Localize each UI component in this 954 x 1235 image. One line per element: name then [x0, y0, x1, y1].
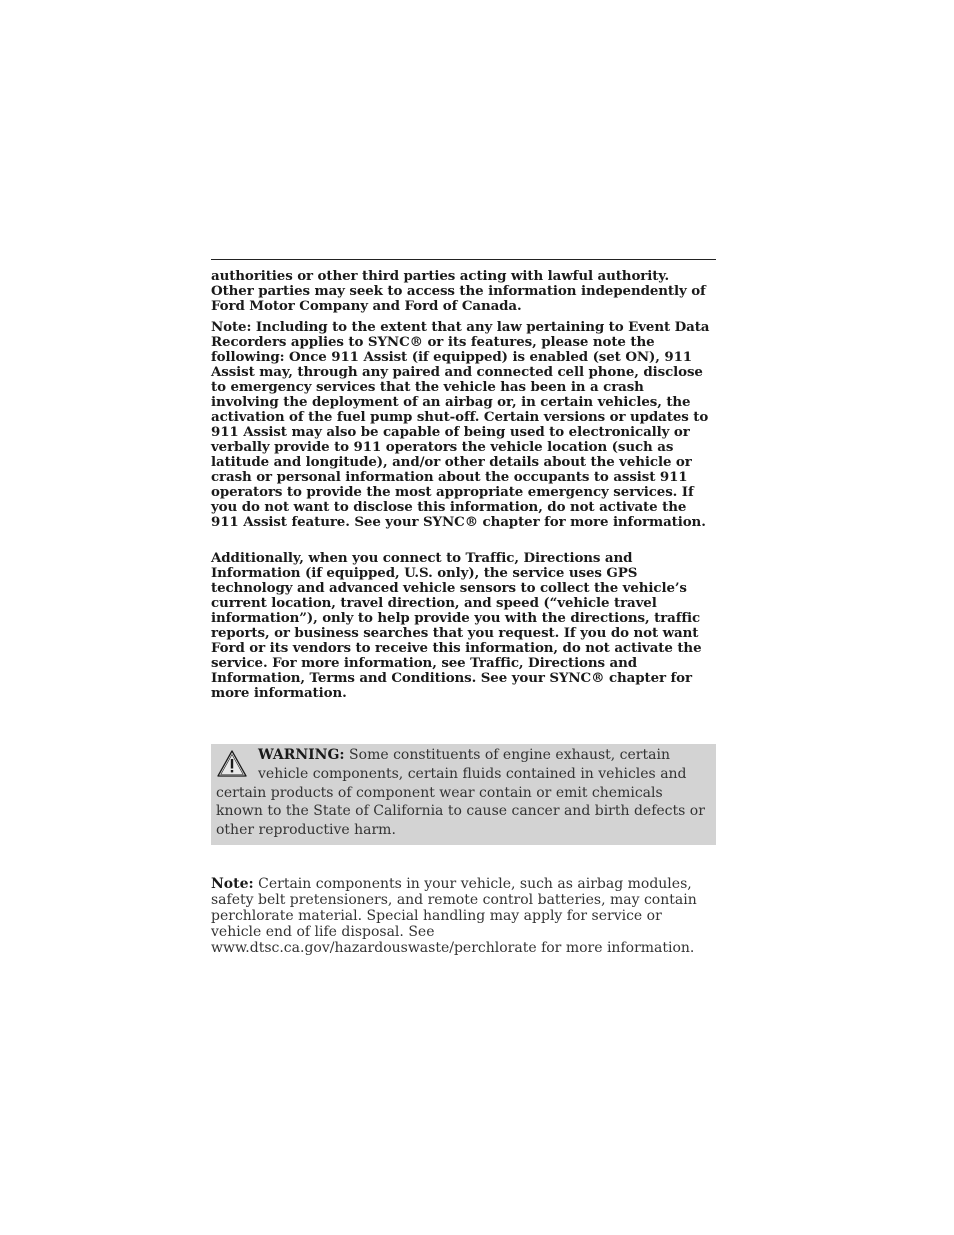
warning-label: WARNING:	[258, 747, 345, 763]
paragraph-event-data-recorders-note: Note: Including to the extent that any law pertaining to Event Data Recorders applies to SYNC® or its features, please note the following: Once 911 Assist (if equipped) is enabled (set ON), 911 Assist may, through any paired and connected cell phone, disclose to emergency services that the vehicle has been in a crash involving the deployment of an airbag or, in certain vehicles, the activation of the fuel pump shut-off. Certain versions or updates to 911 Assist may also be capable of being used to electronically or verbally provide to 911 operators the vehicle location (such as latitude and longitude), and/or other details about the vehicle or crash or personal information about the occupants to assist 911 operators to provide the most appropriate emergency services. If you do not want to disclose this information, do not activate the 911 Assist feature. See your SYNC® chapter for more information.	[211, 319, 710, 530]
header-rule	[211, 259, 716, 260]
paragraph-authorities: authorities or other third parties acting with lawful authority. Other parties may seek to access the information independently of Ford Motor Company and Ford of Canada.	[211, 268, 706, 314]
note-body: Certain components in your vehicle, such as airbag modules, safety belt pretensioners, and remote control batteries, may contain perchlorate material. Special handling may apply for service or vehicle end of life disposal. See www.dtsc.ca.gov/hazardouswaste/perchlorate for more information.	[211, 876, 697, 956]
note-label: Note:	[211, 876, 254, 892]
warning-box	[211, 744, 716, 845]
paragraph-traffic-directions-info: Additionally, when you connect to Traffic, Directions and Information (if equipped, U.S. only), the service uses GPS technology and advanced vehicle sensors to collect the vehicle’s current location, travel direction, and speed (“vehicle travel information”), only to help provide you with the directions, traffic reports, or business searches that you request. If you do not want Ford or its vendors to receive this information, do not activate the service. For more information, see Traffic, Directions and Information, Terms and Conditions. See your SYNC® chapter for more information.	[211, 550, 702, 701]
warning-text	[216, 746, 711, 840]
perchlorate-note	[211, 876, 716, 956]
warning-body: Some constituents of engine exhaust, certain vehicle components, certain fluids contained in vehicles and certain products of component wear contain or emit chemicals known to the State of California to cause cancer and birth defects or other reproductive harm.	[216, 747, 705, 839]
